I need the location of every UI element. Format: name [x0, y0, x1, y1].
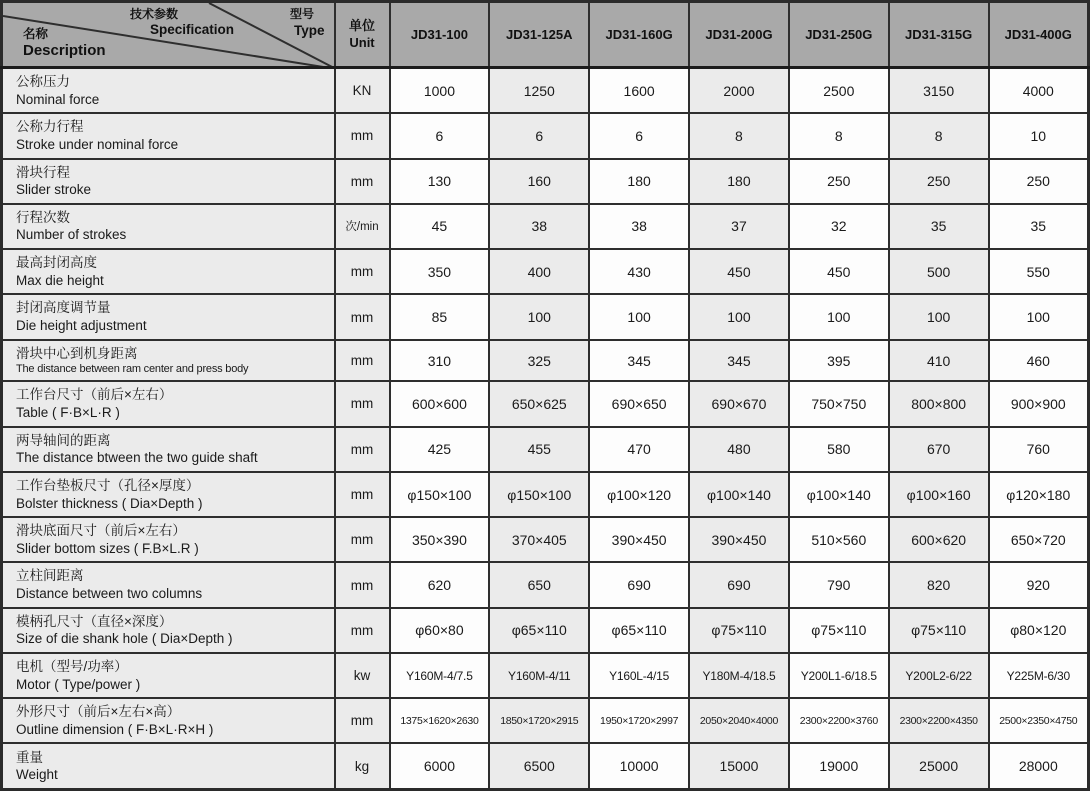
value-cell: 650	[489, 562, 589, 607]
value-cell: 345	[689, 340, 789, 382]
row-label-cell	[2, 427, 335, 472]
value-cell: 250	[989, 159, 1089, 204]
value-cell: 6500	[489, 743, 589, 789]
value-cell: φ80×120	[989, 608, 1089, 653]
value-cell: 35	[989, 204, 1089, 249]
value-cell: 6	[589, 113, 689, 158]
value-cell: 38	[489, 204, 589, 249]
row-label-en: Motor ( Type/power )	[16, 676, 141, 692]
value-cell: 15000	[689, 743, 789, 789]
model-header: JD31-160G	[589, 2, 689, 68]
row-label-en: Distance between two columns	[16, 586, 203, 602]
value-cell: 350	[390, 249, 490, 294]
value-cell: 8	[789, 113, 889, 158]
row-label-cell	[2, 159, 335, 204]
table-row	[2, 204, 1089, 249]
row-label-cell	[2, 68, 335, 114]
value-cell: 620	[390, 562, 490, 607]
value-cell: φ65×110	[489, 608, 589, 653]
model-header: JD31-200G	[689, 2, 789, 68]
value-cell: 430	[589, 249, 689, 294]
corner-type-en: Type	[294, 23, 325, 38]
unit-cell: mm	[335, 294, 390, 339]
row-label-en: Number of strokes	[16, 227, 127, 243]
value-cell: φ60×80	[390, 608, 490, 653]
unit-header-en: Unit	[349, 34, 375, 50]
unit-cell: mm	[335, 608, 390, 653]
value-cell: 690×650	[589, 381, 689, 426]
table-row	[2, 698, 1089, 743]
row-label-en: The distance btween the two guide shaft	[16, 450, 258, 466]
row-label-en: Slider bottom sizes ( F.B×L.R )	[16, 540, 199, 556]
row-label-en: Weight	[16, 767, 58, 783]
table-row	[2, 517, 1089, 562]
value-cell: 1375×1620×2630	[390, 698, 490, 743]
value-cell: 550	[989, 249, 1089, 294]
value-cell: 390×450	[689, 517, 789, 562]
value-cell: 600×600	[390, 381, 490, 426]
value-cell: 395	[789, 340, 889, 382]
value-cell: φ150×100	[489, 472, 589, 517]
unit-cell: mm	[335, 340, 390, 382]
value-cell: 8	[889, 113, 989, 158]
value-cell: 100	[789, 294, 889, 339]
value-cell: 100	[989, 294, 1089, 339]
value-cell: 690×670	[689, 381, 789, 426]
value-cell: φ100×120	[589, 472, 689, 517]
value-cell: 2300×2200×4350	[889, 698, 989, 743]
value-cell: φ75×110	[689, 608, 789, 653]
row-label-en: Stroke under nominal force	[16, 136, 179, 152]
row-label-cell	[2, 562, 335, 607]
value-cell: 2500	[789, 68, 889, 114]
table-row	[2, 562, 1089, 607]
row-label-zh: 公称压力	[16, 74, 70, 90]
value-cell: 750×750	[789, 381, 889, 426]
model-header: JD31-400G	[989, 2, 1089, 68]
value-cell: 460	[989, 340, 1089, 382]
value-cell: 760	[989, 427, 1089, 472]
row-label-en: Outline dimension ( F·B×L·R×H )	[16, 721, 214, 737]
corner-header-cell	[2, 2, 335, 68]
unit-cell: mm	[335, 517, 390, 562]
value-cell: 370×405	[489, 517, 589, 562]
row-label-zh: 电机（型号/功率）	[16, 659, 128, 675]
row-label-zh: 工作台尺寸（前后×左右）	[16, 387, 173, 403]
value-cell: φ65×110	[589, 608, 689, 653]
table-row	[2, 608, 1089, 653]
table-row	[2, 427, 1089, 472]
unit-cell: mm	[335, 381, 390, 426]
unit-header-zh: 单位	[348, 18, 375, 34]
header-row	[2, 2, 1089, 68]
value-cell: 480	[689, 427, 789, 472]
row-label-zh: 工作台垫板尺寸（孔径×厚度）	[16, 477, 200, 493]
value-cell: 100	[589, 294, 689, 339]
row-label-zh: 最高封闭高度	[16, 255, 97, 271]
value-cell: 425	[390, 427, 490, 472]
table-row	[2, 68, 1089, 114]
value-cell: 410	[889, 340, 989, 382]
model-header: JD31-315G	[889, 2, 989, 68]
value-cell: 19000	[789, 743, 889, 789]
corner-spec-en: Specification	[150, 22, 235, 37]
value-cell: 100	[889, 294, 989, 339]
unit-cell: mm	[335, 159, 390, 204]
row-label-cell	[2, 608, 335, 653]
value-cell: 10	[989, 113, 1089, 158]
value-cell: 6	[489, 113, 589, 158]
unit-cell: mm	[335, 249, 390, 294]
value-cell: 325	[489, 340, 589, 382]
row-label-zh: 两导轴间的距离	[16, 432, 111, 448]
value-cell: 25000	[889, 743, 989, 789]
row-label-zh: 滑块底面尺寸（前后×左右）	[16, 523, 186, 539]
value-cell: 45	[390, 204, 490, 249]
table-row	[2, 340, 1089, 382]
value-cell: φ120×180	[989, 472, 1089, 517]
value-cell: 650×720	[989, 517, 1089, 562]
value-cell: 450	[689, 249, 789, 294]
value-cell: φ75×110	[889, 608, 989, 653]
table-row	[2, 653, 1089, 698]
value-cell: 400	[489, 249, 589, 294]
value-cell: 500	[889, 249, 989, 294]
value-cell: 38	[589, 204, 689, 249]
row-label-cell	[2, 653, 335, 698]
value-cell: 250	[889, 159, 989, 204]
row-label-en: Nominal force	[16, 91, 100, 107]
row-label-en: Die height adjustment	[16, 318, 147, 334]
value-cell: 2050×2040×4000	[689, 698, 789, 743]
value-cell: Y180M-4/18.5	[689, 653, 789, 698]
value-cell: 180	[589, 159, 689, 204]
row-label-en: Bolster thickness ( Dia×Depth )	[16, 495, 203, 511]
value-cell: 790	[789, 562, 889, 607]
table-row	[2, 472, 1089, 517]
value-cell: Y160M-4/7.5	[390, 653, 490, 698]
value-cell: φ75×110	[789, 608, 889, 653]
value-cell: 2300×2200×3760	[789, 698, 889, 743]
row-label-cell	[2, 113, 335, 158]
row-label-cell	[2, 294, 335, 339]
value-cell: 2000	[689, 68, 789, 114]
value-cell: Y225M-6/30	[989, 653, 1089, 698]
table-row	[2, 743, 1089, 789]
value-cell: 250	[789, 159, 889, 204]
value-cell: 510×560	[789, 517, 889, 562]
value-cell: 345	[589, 340, 689, 382]
value-cell: 2500×2350×4750	[989, 698, 1089, 743]
value-cell: 350×390	[390, 517, 490, 562]
corner-desc-en: Description	[23, 42, 106, 59]
unit-cell: kg	[335, 743, 390, 789]
row-label-en: Slider stroke	[16, 182, 92, 198]
value-cell: φ150×100	[390, 472, 490, 517]
value-cell: 450	[789, 249, 889, 294]
row-label-cell	[2, 340, 335, 382]
row-label-en: Table ( F·B×L·R )	[16, 404, 120, 420]
value-cell: 100	[489, 294, 589, 339]
unit-cell: mm	[335, 113, 390, 158]
row-label-zh: 模柄孔尺寸（直径×深度）	[16, 613, 173, 629]
unit-cell: 次/min	[335, 204, 390, 249]
value-cell: 100	[689, 294, 789, 339]
value-cell: 160	[489, 159, 589, 204]
value-cell: φ100×140	[789, 472, 889, 517]
row-label-zh: 外形尺寸（前后×左右×高）	[16, 704, 181, 720]
value-cell: 10000	[589, 743, 689, 789]
value-cell: 800×800	[889, 381, 989, 426]
spec-table-body	[2, 68, 1089, 790]
value-cell: 690	[589, 562, 689, 607]
row-label-cell	[2, 698, 335, 743]
corner-type-zh: 型号	[290, 7, 315, 21]
value-cell: 820	[889, 562, 989, 607]
model-header: JD31-250G	[789, 2, 889, 68]
value-cell: 1950×1720×2997	[589, 698, 689, 743]
row-label-zh: 立柱间距离	[16, 568, 84, 584]
row-label-cell	[2, 204, 335, 249]
value-cell: Y160M-4/11	[489, 653, 589, 698]
table-row	[2, 159, 1089, 204]
value-cell: 1850×1720×2915	[489, 698, 589, 743]
row-label-cell	[2, 743, 335, 789]
row-label-zh: 滑块中心到机身距离	[16, 345, 138, 361]
value-cell: 35	[889, 204, 989, 249]
row-label-en: Size of die shank hole ( Dia×Depth )	[16, 631, 233, 647]
unit-column-header	[335, 2, 390, 68]
corner-desc-zh: 名称	[23, 27, 49, 41]
unit-cell: mm	[335, 562, 390, 607]
value-cell: 37	[689, 204, 789, 249]
corner-spec-zh: 技术参数	[130, 7, 179, 21]
value-cell: 600×620	[889, 517, 989, 562]
value-cell: 690	[689, 562, 789, 607]
row-label-cell	[2, 381, 335, 426]
value-cell: φ100×140	[689, 472, 789, 517]
value-cell: 470	[589, 427, 689, 472]
table-row	[2, 249, 1089, 294]
value-cell: 1000	[390, 68, 490, 114]
value-cell: 32	[789, 204, 889, 249]
unit-cell: KN	[335, 68, 390, 114]
value-cell: 920	[989, 562, 1089, 607]
model-header: JD31-125A	[489, 2, 589, 68]
value-cell: 1600	[589, 68, 689, 114]
row-label-cell	[2, 249, 335, 294]
row-label-cell	[2, 472, 335, 517]
value-cell: 130	[390, 159, 490, 204]
unit-cell: mm	[335, 472, 390, 517]
value-cell: 1250	[489, 68, 589, 114]
table-row	[2, 294, 1089, 339]
value-cell: Y160L-4/15	[589, 653, 689, 698]
row-label-cell	[2, 517, 335, 562]
value-cell: 580	[789, 427, 889, 472]
value-cell: 8	[689, 113, 789, 158]
row-label-zh: 滑块行程	[16, 164, 70, 180]
value-cell: 670	[889, 427, 989, 472]
row-label-en: Max die height	[16, 272, 104, 288]
value-cell: 3150	[889, 68, 989, 114]
value-cell: 28000	[989, 743, 1089, 789]
unit-cell: kw	[335, 653, 390, 698]
row-label-en: The distance between ram center and press body	[16, 363, 249, 376]
value-cell: 6000	[390, 743, 490, 789]
value-cell: 650×625	[489, 381, 589, 426]
value-cell: 180	[689, 159, 789, 204]
value-cell: 455	[489, 427, 589, 472]
value-cell: 85	[390, 294, 490, 339]
row-label-zh: 行程次数	[16, 209, 70, 225]
table-row	[2, 113, 1089, 158]
value-cell: 900×900	[989, 381, 1089, 426]
value-cell: Y200L2-6/22	[889, 653, 989, 698]
model-header: JD31-100	[390, 2, 490, 68]
value-cell: 390×450	[589, 517, 689, 562]
value-cell: 4000	[989, 68, 1089, 114]
unit-cell: mm	[335, 698, 390, 743]
table-row	[2, 381, 1089, 426]
value-cell: 6	[390, 113, 490, 158]
value-cell: φ100×160	[889, 472, 989, 517]
row-label-zh: 封闭高度调节量	[16, 300, 111, 316]
unit-cell: mm	[335, 427, 390, 472]
value-cell: Y200L1-6/18.5	[789, 653, 889, 698]
value-cell: 310	[390, 340, 490, 382]
row-label-zh: 重量	[16, 749, 43, 765]
row-label-zh: 公称力行程	[16, 119, 84, 135]
